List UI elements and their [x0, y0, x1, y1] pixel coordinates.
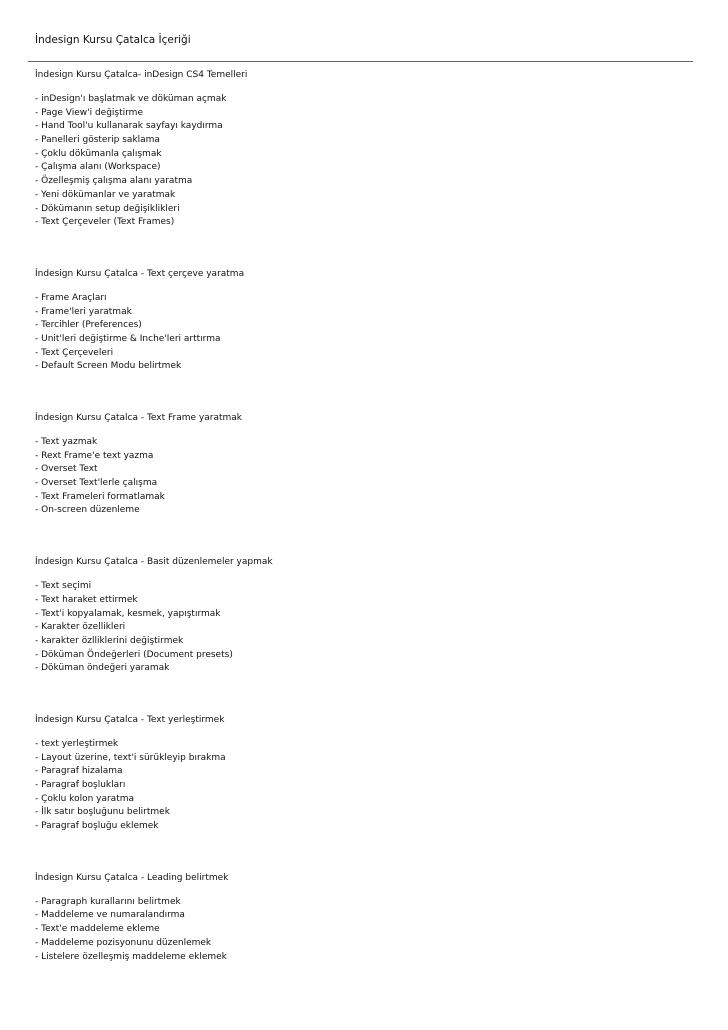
topic-item: - Text'e maddeleme ekleme	[35, 924, 160, 935]
course-section	[35, 871, 685, 964]
topic-list	[35, 436, 685, 518]
topic-item: - Text haraket ettirmek	[35, 594, 138, 605]
topic-item: - Dökümanın setup değişiklikleri	[35, 203, 180, 214]
course-section	[35, 411, 685, 518]
topic-item: - Overset Text'lerle çalışma	[35, 478, 158, 489]
topic-item: - Text Çerçeveler (Text Frames)	[35, 217, 175, 228]
topic-item: - Karakter özellikleri	[35, 622, 126, 633]
course-section	[35, 68, 685, 230]
topic-item: - inDesign'ı başlatmak ve döküman açmak	[35, 94, 227, 104]
topic-item: - Paragraf boşluğu eklemek	[35, 821, 159, 832]
topic-item: - Text yazmak	[35, 437, 98, 447]
section-heading: İndesign Kursu Çatalca - Leading belirtmek	[35, 872, 229, 883]
section-heading: İndesign Kursu Çatalca- inDesign CS4 Temelleri	[35, 70, 248, 80]
topic-item: - karakter özlliklerini değiştirmek	[35, 635, 184, 646]
topic-item: - Default Screen Modu belirtmek	[35, 361, 182, 372]
course-section	[35, 555, 685, 676]
topic-item: - Çalışma alanı (Workspace)	[35, 162, 161, 173]
topic-item: - Paragraph kurallarını belirtmek	[35, 896, 181, 907]
topic-item: - Frame Araçları	[35, 292, 107, 303]
topic-item: - Çoklu kolon yaratma	[35, 793, 135, 804]
topic-item: - text yerleştirmek	[35, 738, 119, 749]
topic-item: - Rext Frame'e text yazma	[35, 450, 154, 461]
topic-item: - İlk satır boşluğunu belirtmek	[35, 807, 170, 818]
document-body	[35, 68, 685, 1001]
topic-item: - Panelleri gösterip saklama	[35, 135, 160, 146]
topic-list	[35, 93, 685, 230]
topic-item: - Döküman Öndeğerleri (Document presets)	[35, 649, 233, 660]
topic-item: - Tercihler (Preferences)	[35, 320, 142, 331]
topic-item: - Yeni dökümanlar ve yaratmak	[35, 189, 176, 200]
course-section	[35, 267, 685, 374]
topic-item: - Text Çerçeveleri	[35, 347, 114, 358]
topic-list	[35, 580, 685, 676]
topic-list	[35, 292, 685, 374]
topic-item: - Layout üzerine, text'i sürükleyip bırakma	[35, 752, 226, 763]
topic-item: - Unit'leri değiştirme & Inche'leri arttırma	[35, 333, 221, 344]
topic-item: - Çoklu dökümanla çalışmak	[35, 148, 162, 159]
section-heading: İndesign Kursu Çatalca - Text çerçeve yaratma	[35, 268, 245, 279]
page-title: İndesign Kursu Çatalca İçeriği	[35, 34, 191, 46]
topic-item: - Text Frameleri formatlamak	[35, 491, 165, 502]
topic-item: - Listelere özelleşmiş maddeleme eklemek	[35, 951, 227, 962]
topic-item: - Maddeleme ve numaralandırma	[35, 910, 185, 921]
topic-item: - Page View'i değiştirme	[35, 107, 143, 118]
section-heading: İndesign Kursu Çatalca - Basit düzenlemeler yapmak	[35, 557, 273, 568]
section-heading: İndesign Kursu Çatalca - Text Frame yaratmak	[35, 413, 243, 423]
topic-item: - Paragraf boşlukları	[35, 780, 126, 790]
topic-item: - Frame'leri yaratmak	[35, 306, 132, 317]
topic-item: - Özelleşmiş çalışma alanı yaratma	[35, 176, 193, 187]
topic-item: - Hand Tool'u kullanarak sayfayı kaydırma	[35, 121, 223, 132]
title-divider	[28, 61, 693, 62]
topic-item: - On-screen düzenleme	[35, 505, 140, 516]
topic-item: - Text seçimi	[35, 581, 92, 592]
topic-item: - Text'i kopyalamak, kesmek, yapıştırmak	[35, 608, 221, 619]
topic-item: - Paragraf hizalama	[35, 766, 123, 777]
topic-list	[35, 738, 685, 834]
course-section	[35, 713, 685, 834]
section-heading: İndesign Kursu Çatalca - Text yerleştirmek	[35, 714, 225, 725]
topic-item: - Overset Text	[35, 464, 98, 475]
topic-item: - Döküman öndeğeri yaramak	[35, 663, 170, 674]
topic-item: - Maddeleme pozisyonunu düzenlemek	[35, 937, 212, 948]
topic-list	[35, 896, 685, 964]
